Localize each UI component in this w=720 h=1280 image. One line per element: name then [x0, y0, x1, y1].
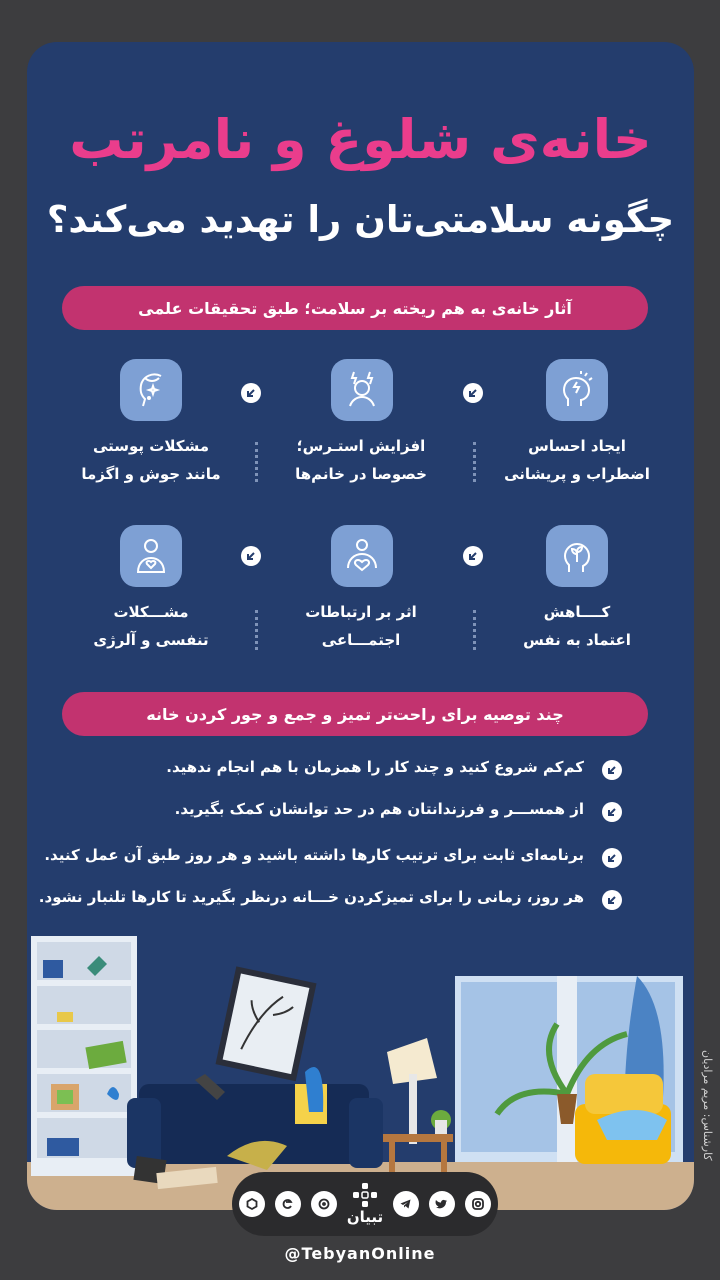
- eitaa-icon[interactable]: [275, 1191, 301, 1217]
- main-title: خانه‌ی شلوغ و نامرتب: [69, 108, 652, 171]
- social-handle: @TebyanOnline: [284, 1244, 436, 1263]
- effect-item: مشـــکلات تنفسی و آلرژی: [93, 603, 209, 649]
- person-heart-icon: [120, 525, 182, 587]
- tip-arrow-icon: [602, 848, 622, 868]
- person-heart-hug-icon: [331, 525, 393, 587]
- effect-item: ایجاد احساس اضطراب و پریشانی: [504, 437, 650, 483]
- rubika-icon[interactable]: [239, 1191, 265, 1217]
- effect-item: مشکلات پوستی مانند جوش و اگزما: [81, 437, 221, 483]
- tips-heading: چند توصیه برای راحت‌تر تمیز و جمع‌ و جور کردن خانه: [62, 692, 648, 736]
- face-sparkle-icon: [120, 359, 182, 421]
- effect-item: اثر بر ارتباطات اجتمـــاعی: [305, 603, 417, 649]
- messy-room-illustration: [27, 924, 694, 1210]
- tip-item: از همســـر و فرزندانتان هم در حد توانشان کمک بگیرید.: [174, 800, 584, 818]
- instagram-icon[interactable]: [465, 1191, 491, 1217]
- aparat-icon[interactable]: [311, 1191, 337, 1217]
- woman-lightning-icon: [331, 359, 393, 421]
- subtitle: چگونه سلامتی‌تان را تهدید می‌کند؟: [46, 198, 675, 241]
- divider: [255, 610, 259, 650]
- tip-arrow-icon: [602, 890, 622, 910]
- tip-item: کم‌کم شروع کنید و چند کار را همزمان با هم انجام ندهید.: [166, 758, 584, 776]
- bullet-arrow-icon: [463, 383, 483, 403]
- effect-item: کــــاهش اعتماد به نفس: [523, 603, 631, 649]
- tebyan-logo-icon: [352, 1182, 378, 1208]
- effects-heading: آثار خانه‌ی به‌ هم‌ ریخته بر سلامت؛ طبق تحقیقات علمی: [62, 286, 648, 330]
- head-plant-icon: [546, 525, 608, 587]
- divider: [255, 442, 259, 482]
- tip-item: هر روز، زمانی را برای تمیزکردن خـــانه درنظر بگیرید تا کارها تلنبار نشود.: [38, 888, 584, 906]
- footer-socials: [232, 1172, 498, 1236]
- tip-arrow-icon: [602, 802, 622, 822]
- credit-text: کارشناس: مریم مرادیان: [701, 1049, 714, 1161]
- effect-item: افزایش استـرس؛ خصوصا در خانم‌ها: [295, 437, 427, 483]
- infographic-card: [27, 42, 694, 1210]
- bullet-arrow-icon: [241, 383, 261, 403]
- brand-logo: [347, 1182, 383, 1226]
- brand-name: تبیان: [346, 1208, 384, 1226]
- tip-arrow-icon: [602, 760, 622, 780]
- twitter-icon[interactable]: [429, 1191, 455, 1217]
- tip-item: برنامه‌ای ثابت برای ترتیب کارها داشته باشید و هر روز طبق آن عمل کنید.: [44, 846, 584, 864]
- bullet-arrow-icon: [463, 546, 483, 566]
- divider: [473, 442, 477, 482]
- telegram-icon[interactable]: [393, 1191, 419, 1217]
- divider: [473, 610, 477, 650]
- bullet-arrow-icon: [241, 546, 261, 566]
- stressed-head-icon: [546, 359, 608, 421]
